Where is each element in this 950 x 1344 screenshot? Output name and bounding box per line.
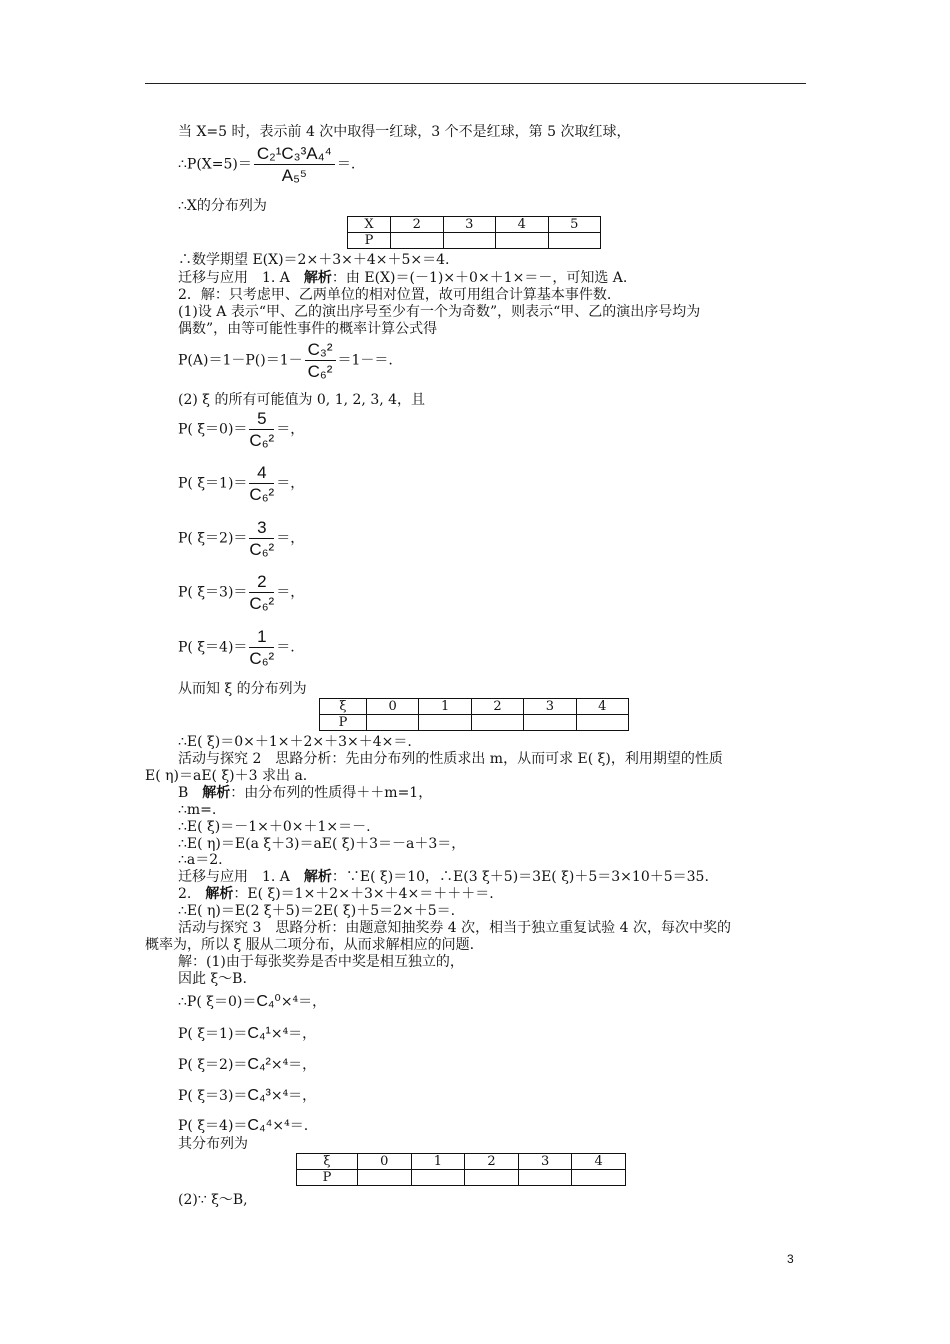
text-line [178, 869, 709, 886]
formula-suffix: ×⁴＝， [280, 994, 327, 1010]
text-segment: ：E( ξ)＝1×＋2×＋3×＋4×＝＋＋＋＝. [233, 886, 494, 902]
table-cell: 0 [367, 699, 419, 715]
text-line: 概率为，所以 ξ 服从二项分布，从而求解相应的问题. [145, 937, 475, 953]
text-line: 其分布列为 [178, 1136, 248, 1152]
combination: C₄³ [247, 1087, 271, 1104]
text-line: 偶数”，由等可能性事件的概率计算公式得 [178, 321, 438, 337]
table-cell [496, 233, 549, 249]
table-cell: 3 [524, 699, 576, 715]
distribution-table-xi-2 [296, 1153, 626, 1186]
table-cell: 4 [576, 699, 628, 715]
formula-prefix: ∴P(X=5)＝ [178, 156, 252, 173]
fraction [249, 519, 274, 558]
formula-p-a [178, 341, 393, 380]
text-line: ∴E( ξ)＝0×＋1×＋2×＋3×＋4×＝. [178, 734, 412, 750]
table-head-cell: P [320, 715, 367, 731]
text-line: ∴E( η)＝E(a ξ＋3)＝aE( ξ)＋3＝－a＋3＝， [178, 836, 466, 852]
text-line: 因此 ξ～B. [178, 971, 247, 987]
formula-suffix: ×⁴＝， [270, 1057, 317, 1073]
fraction [249, 464, 274, 503]
text-line: ∴E( η)＝E(2 ξ＋5)＝2E( ξ)＋5＝2×＋5＝. [178, 903, 456, 919]
text-segment: 2. [178, 886, 206, 902]
formula-prefix: P( ξ＝1)＝ [178, 1026, 248, 1042]
bold-label: 解析 [303, 869, 332, 885]
text-line [178, 886, 494, 903]
binomial-line [178, 1117, 308, 1135]
table-head-cell: P [348, 233, 391, 249]
text-line: ∴m=. [178, 802, 217, 818]
table-cell: 3 [518, 1154, 572, 1170]
fraction [305, 341, 336, 380]
text-line [178, 270, 627, 287]
formula-suffix: ×⁴＝. [272, 1118, 309, 1134]
formula-suffix: ＝. [336, 156, 356, 173]
header-rule [145, 83, 806, 84]
text-segment: ：由 E(X)＝(－1)×＋0×＋1×＝－，可知选 A. [331, 270, 628, 286]
formula-p-xi0 [178, 410, 304, 449]
fraction-denominator: C₆² [249, 485, 275, 504]
table-cell [471, 715, 523, 731]
binomial-line [178, 993, 326, 1011]
fraction-denominator: C₆² [249, 540, 275, 559]
distribution-table-xi-1 [319, 698, 629, 731]
table-cell [572, 1170, 626, 1186]
combination: C₄² [247, 1056, 271, 1073]
formula-prefix: P( ξ＝4)＝ [178, 639, 248, 656]
page-number: 3 [787, 1252, 794, 1266]
table-cell: 1 [419, 699, 471, 715]
text-line: ∴E( ξ)＝－1×＋0×＋1×＝－. [178, 819, 371, 835]
text-line: 活动与探究 3 思路分析：由题意知抽奖券 4 次，相当于独立重复试验 4 次，每次中奖的 [178, 920, 731, 936]
formula-suffix: ＝， [276, 584, 305, 601]
text-line: 活动与探究 2 思路分析：先由分布列的性质求出 m，从而可求 E( ξ)，利用期望的性质 [178, 751, 723, 767]
formula-p-x5 [178, 145, 355, 184]
fraction-numerator: 3 [249, 519, 274, 539]
table-cell: 2 [465, 1154, 519, 1170]
text-line: (2) ξ 的所有可能值为 0, 1, 2, 3, 4，且 [178, 392, 426, 408]
fraction-numerator: C₃² [305, 341, 336, 361]
table-cell [391, 233, 444, 249]
table-cell [419, 715, 471, 731]
fraction-denominator: C₆² [249, 594, 275, 613]
table-cell [443, 233, 496, 249]
table-cell: 4 [496, 217, 549, 233]
table-cell [411, 1170, 465, 1186]
text-line [178, 785, 432, 802]
formula-suffix: ×⁴＝， [270, 1026, 317, 1042]
formula-prefix: P(A)＝1－P()＝1－ [178, 352, 303, 369]
formula-suffix: ＝， [276, 421, 305, 438]
formula-prefix: P( ξ＝1)＝ [178, 475, 248, 492]
fraction-numerator: C₂¹C₃³A₄⁴ [254, 145, 335, 165]
binomial-line [178, 1056, 316, 1074]
fraction-denominator: A₅⁵ [281, 166, 307, 185]
text-line: (1)设 A 表示“甲、乙的演出序号至少有一个为奇数”，则表示“甲、乙的演出序号均为 [178, 304, 701, 320]
formula-p-xi3 [178, 573, 304, 612]
formula-suffix: ×⁴＝， [270, 1088, 317, 1104]
table-cell [518, 1170, 572, 1186]
combination: C₄⁴ [247, 1117, 273, 1134]
text-line: E( η)＝aE( ξ)＋3 求出 a. [145, 768, 308, 784]
text-line: 从而知 ξ 的分布列为 [178, 681, 307, 697]
distribution-table-x [347, 216, 601, 249]
formula-prefix: P( ξ＝0)＝ [178, 421, 248, 438]
combination: C₄⁰ [256, 993, 281, 1010]
formula-prefix: P( ξ＝3)＝ [178, 1088, 248, 1104]
table-cell [465, 1170, 519, 1186]
text-segment: ：由分布列的性质得＋＋m=1， [230, 785, 433, 801]
table-head-cell: X [348, 217, 391, 233]
text-line: ∴数学期望 E(X)＝2×＋3×＋4×＋5×＝4. [178, 252, 450, 268]
text-segment: 迁移与应用 1. A [178, 270, 304, 286]
text-line: 解：(1)由于每张奖券是否中奖是相互独立的， [178, 954, 464, 970]
text-segment: ：∵E( ξ)＝10，∴E(3 ξ＋5)＝3E( ξ)＋5＝3×10＋5＝35. [331, 869, 709, 885]
table-cell: 3 [443, 217, 496, 233]
table-cell [367, 715, 419, 731]
table-cell: 4 [572, 1154, 626, 1170]
fraction-denominator: C₆² [249, 431, 275, 450]
formula-prefix: ∴P( ξ＝0)＝ [178, 994, 257, 1010]
binomial-line [178, 1087, 316, 1105]
binomial-line [178, 1025, 316, 1043]
formula-suffix: ＝1－＝. [337, 352, 393, 369]
text-segment: B [178, 785, 203, 801]
table-cell [576, 715, 628, 731]
text-line: 当 X=5 时，表示前 4 次中取得一红球，3 个不是红球，第 5 次取红球， [178, 124, 631, 140]
formula-suffix: ＝. [276, 639, 295, 656]
combination: C₄¹ [247, 1025, 271, 1042]
table-cell [524, 715, 576, 731]
bold-label: 解析 [303, 270, 332, 286]
fraction [249, 410, 274, 449]
bold-label: 解析 [202, 785, 231, 801]
fraction [249, 628, 274, 667]
formula-prefix: P( ξ＝2)＝ [178, 1057, 248, 1073]
table-cell: 0 [358, 1154, 412, 1170]
fraction [254, 145, 335, 184]
table-head-cell: ξ [320, 699, 367, 715]
formula-p-xi4 [178, 628, 295, 667]
table-cell: 1 [411, 1154, 465, 1170]
table-cell: 2 [471, 699, 523, 715]
text-line: ∴X的分布列为 [178, 198, 267, 214]
table-head-cell: ξ [297, 1154, 358, 1170]
formula-prefix: P( ξ＝3)＝ [178, 584, 248, 601]
text-line: (2)∵ ξ～B, [178, 1192, 248, 1208]
table-cell [548, 233, 601, 249]
bold-label: 解析 [205, 886, 234, 902]
fraction-numerator: 5 [249, 410, 274, 430]
formula-suffix: ＝， [276, 475, 305, 492]
text-line: ∴a＝2. [178, 852, 223, 868]
formula-suffix: ＝， [276, 530, 305, 547]
table-cell [358, 1170, 412, 1186]
text-segment: 迁移与应用 1. A [178, 869, 304, 885]
formula-prefix: P( ξ＝4)＝ [178, 1118, 248, 1134]
fraction-numerator: 4 [249, 464, 274, 484]
formula-p-xi1 [178, 464, 304, 503]
fraction-numerator: 1 [249, 628, 274, 648]
fraction [249, 573, 274, 612]
text-line: 2．解：只考虑甲、乙两单位的相对位置，故可用组合计算基本事件数. [178, 287, 612, 303]
table-cell: 5 [548, 217, 601, 233]
table-cell: 2 [391, 217, 444, 233]
fraction-denominator: C₆² [249, 649, 275, 668]
fraction-denominator: C₆² [307, 362, 333, 381]
formula-p-xi2 [178, 519, 304, 558]
table-head-cell: P [297, 1170, 358, 1186]
formula-prefix: P( ξ＝2)＝ [178, 530, 248, 547]
fraction-numerator: 2 [249, 573, 274, 593]
